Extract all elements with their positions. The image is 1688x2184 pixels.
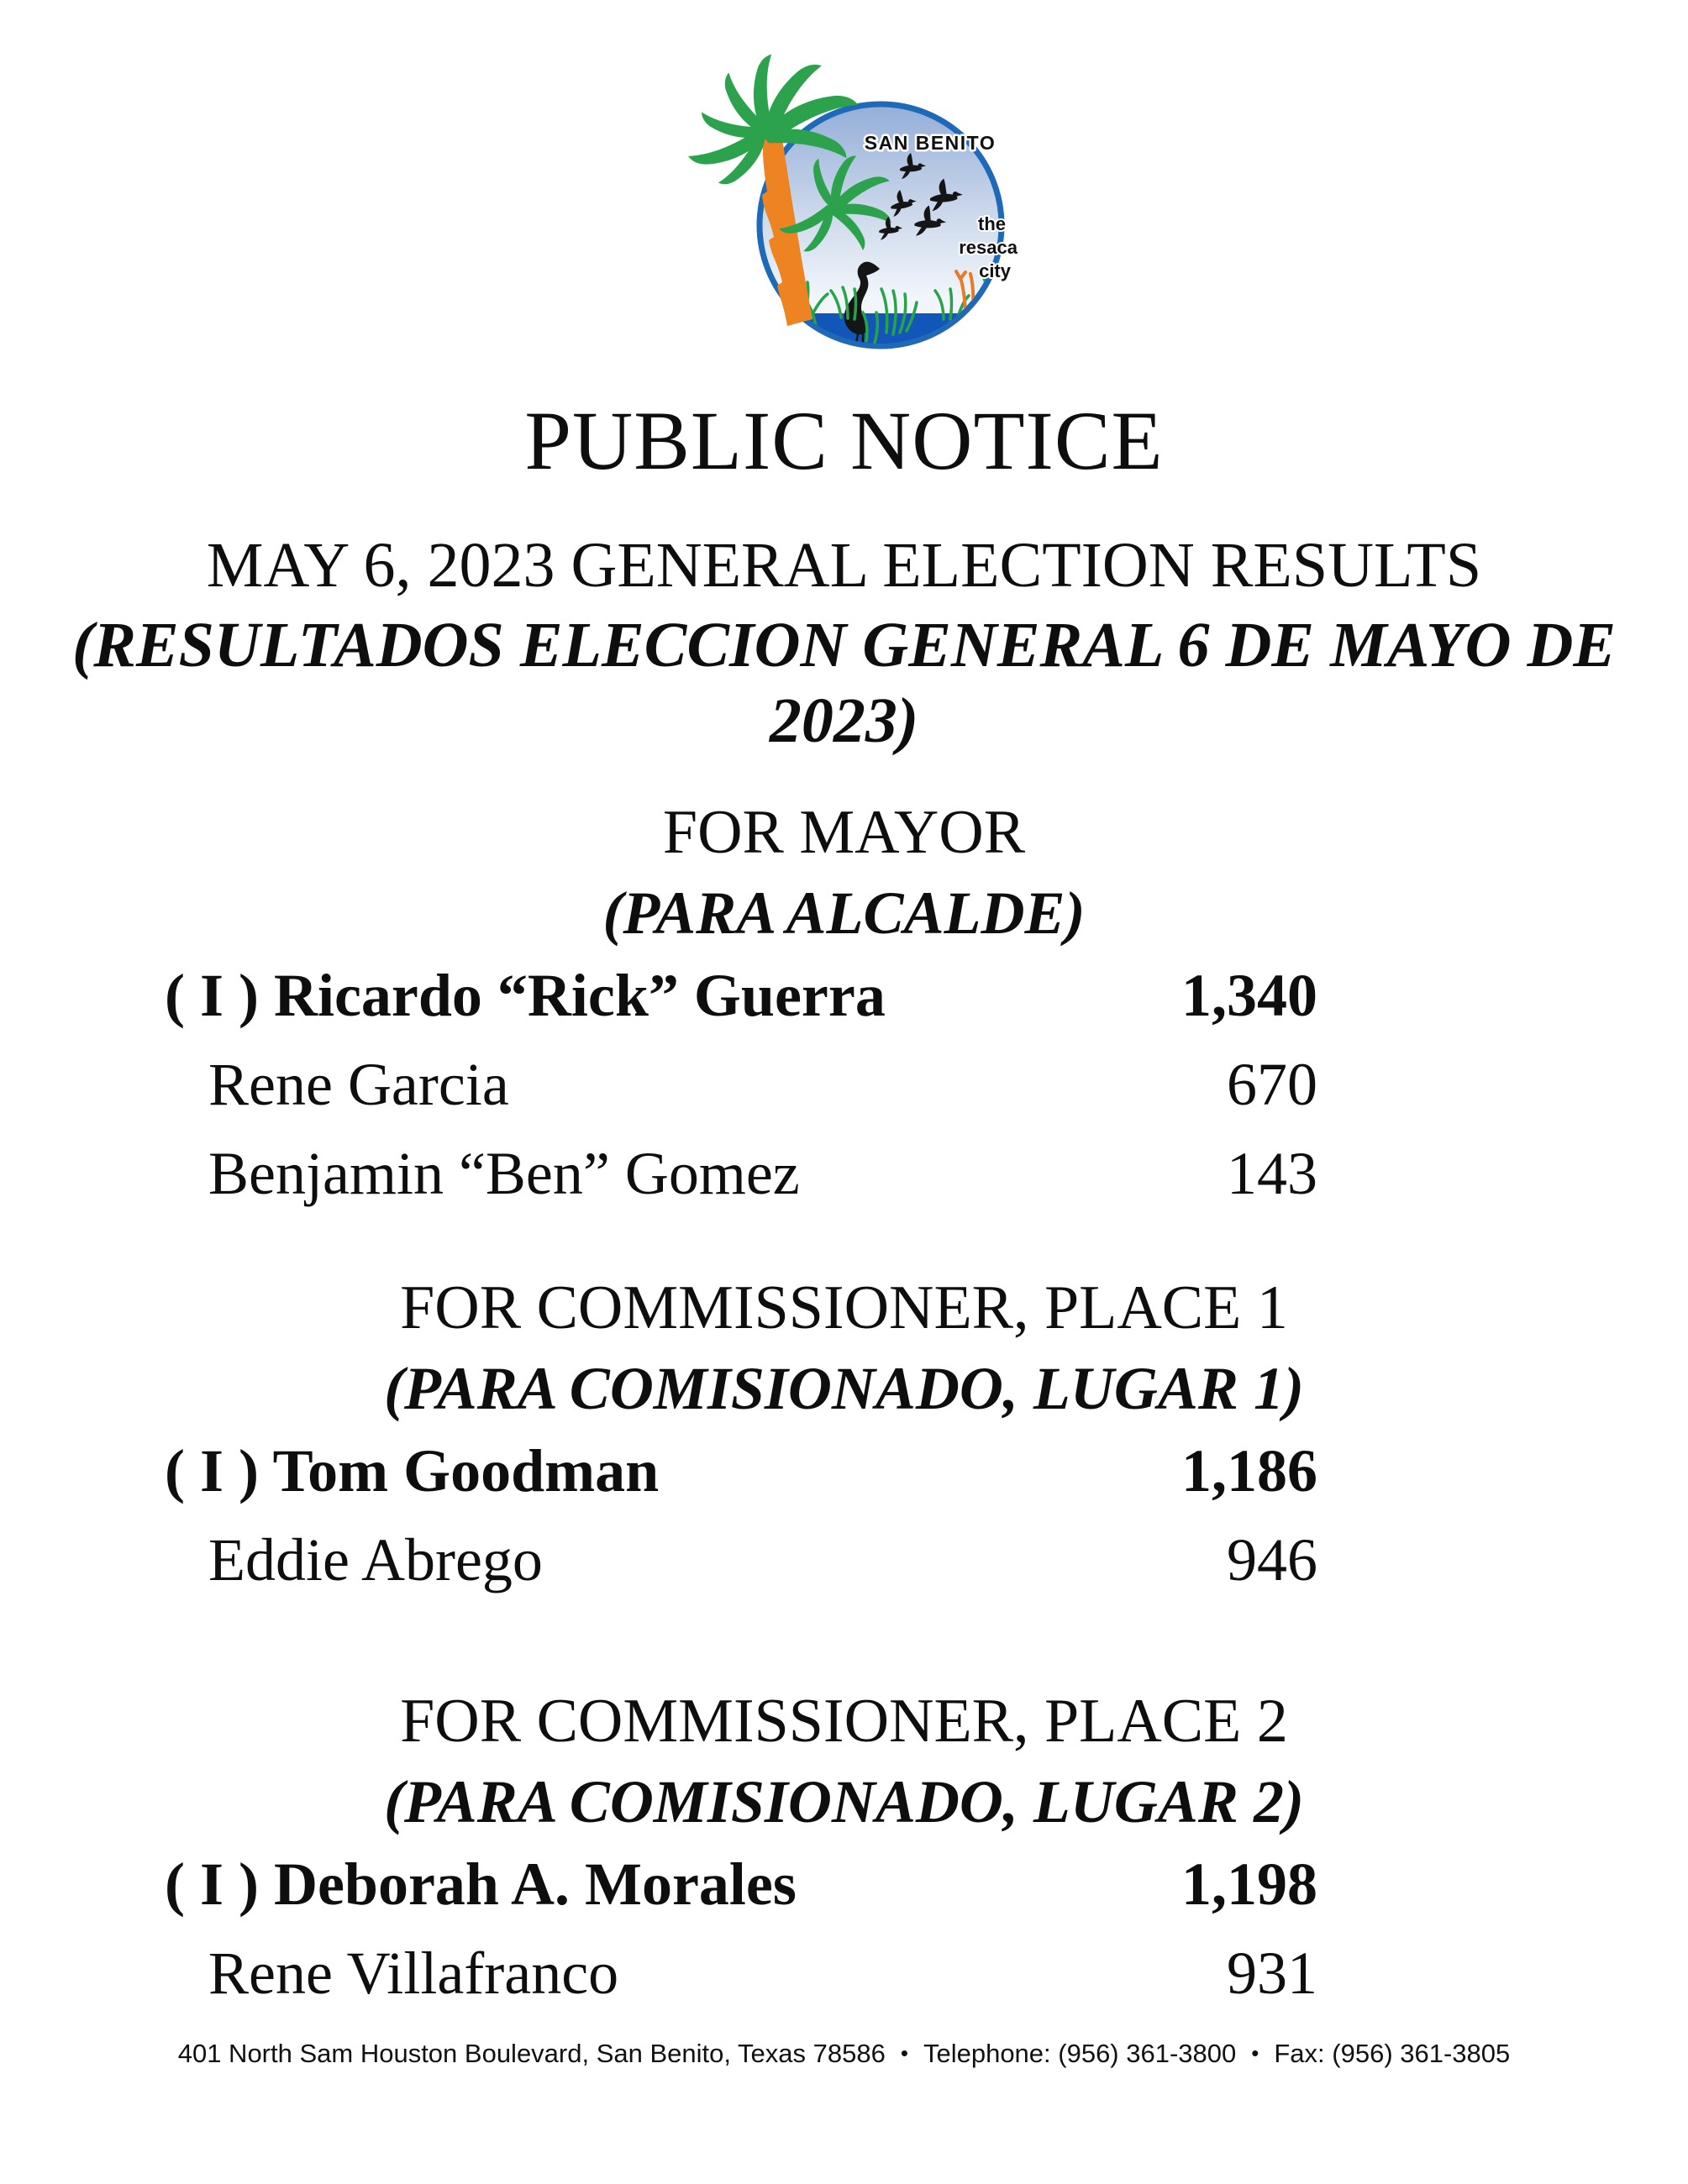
bullet-separator-icon: • [900, 2040, 908, 2066]
footer-contact [0, 2036, 1688, 2071]
footer-address: 401 North Sam Houston Boulevard, San Benito, Texas 78586 [177, 2039, 886, 2068]
footer-fax: Fax: (956) 361-3805 [1274, 2039, 1511, 2068]
office-section [0, 795, 1688, 1218]
vote-count: 1,340 [1181, 962, 1317, 1029]
candidate-row [165, 951, 1317, 1040]
vote-count: 670 [1227, 1051, 1317, 1118]
candidate-row [165, 1929, 1317, 2018]
candidate-name: Rene Garcia [208, 1051, 509, 1118]
footer-telephone: Telephone: (956) 361-3800 [923, 2039, 1237, 2068]
vote-count: 946 [1227, 1526, 1317, 1593]
subtitle-spanish: (RESULTADOS ELECCION GENERAL 6 DE MAYO DE 2023) [71, 610, 1617, 756]
election-results [0, 795, 1688, 2018]
office-title-spanish: (PARA ALCALDE) [602, 879, 1086, 947]
candidate-row [165, 1040, 1317, 1129]
office-section [0, 1270, 1688, 1604]
vote-count: 931 [1227, 1940, 1317, 2007]
candidate-rows [165, 1426, 1317, 1604]
vote-count: 143 [1227, 1140, 1317, 1207]
logo-city-name: SAN BENITO [864, 132, 996, 154]
office-title: FOR MAYOR [662, 798, 1026, 867]
candidate-name: ( I ) Ricardo “Rick” Guerra [165, 962, 886, 1029]
office-title: FOR COMMISSIONER, PLACE 1 [400, 1273, 1288, 1342]
vote-count: 1,198 [1181, 1851, 1317, 1918]
page-title: PUBLIC NOTICE [524, 394, 1164, 487]
candidate-name: ( I ) Tom Goodman [165, 1437, 660, 1504]
office-title: FOR COMMISSIONER, PLACE 2 [400, 1687, 1288, 1756]
office-title-spanish: (PARA COMISIONADO, LUGAR 1) [384, 1355, 1304, 1422]
logo-tagline-line2: resaca [958, 237, 1018, 258]
office-section [0, 1683, 1688, 2018]
candidate-name: Benjamin “Ben” Gomez [208, 1140, 800, 1207]
office-title-spanish: (PARA COMISIONADO, LUGAR 2) [384, 1768, 1304, 1835]
candidate-row [165, 1129, 1317, 1218]
logo-tagline-line1: the [977, 213, 1006, 234]
candidate-row [165, 1426, 1317, 1515]
subtitle-english: MAY 6, 2023 GENERAL ELECTION RESULTS [206, 530, 1482, 601]
bullet-separator-icon: • [1251, 2040, 1259, 2066]
candidate-row [165, 1515, 1317, 1604]
san-benito-city-logo [676, 81, 1018, 349]
candidate-rows [165, 1840, 1317, 2018]
candidate-row [165, 1840, 1317, 1929]
candidate-name: Rene Villafranco [208, 1940, 619, 2007]
logo-tagline-line3: city [978, 260, 1011, 281]
candidate-rows [165, 951, 1317, 1218]
vote-count: 1,186 [1181, 1437, 1317, 1504]
candidate-name: ( I ) Deborah A. Morales [165, 1851, 797, 1918]
candidate-name: Eddie Abrego [208, 1526, 543, 1593]
